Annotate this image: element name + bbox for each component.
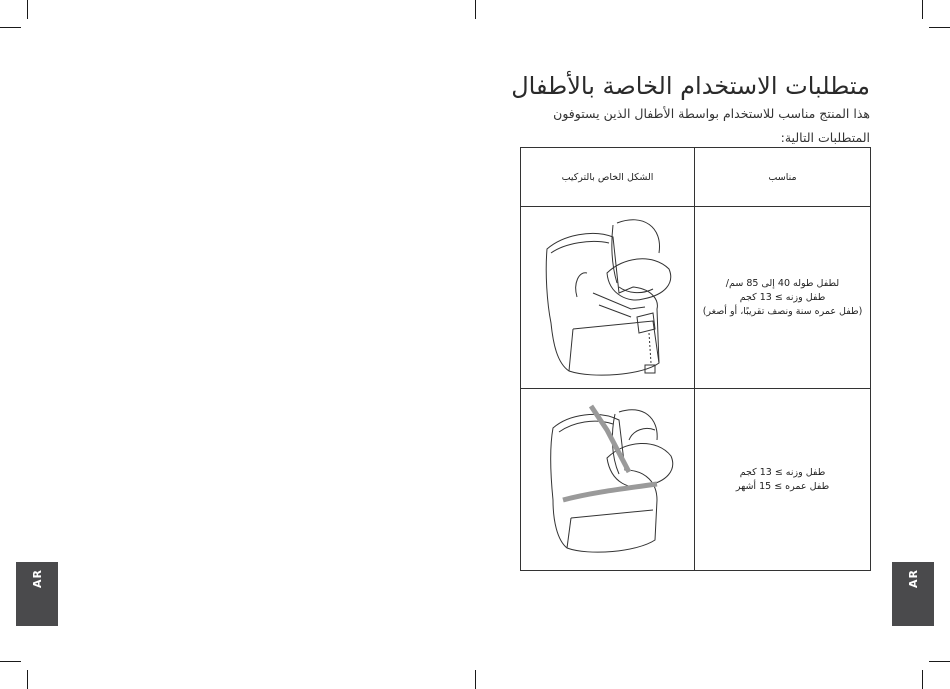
table-row (521, 207, 871, 389)
requirements-table (520, 147, 871, 571)
requirement-line: طفل وزنه ≥ 13 كجم (739, 466, 826, 478)
language-tab-label: AR (906, 569, 920, 588)
crop-mark (922, 0, 923, 19)
installation-image-cell (521, 207, 695, 389)
installation-image-cell (521, 389, 695, 571)
requirement-line: لطفل طوله 40 إلى 85 سم/ (725, 277, 840, 289)
page-title: متطلبات الاستخدام الخاصة بالأطفال (511, 72, 870, 100)
requirement-line: طفل وزنه ≥ 13 كجم (739, 291, 826, 303)
suitable-cell (695, 389, 871, 571)
isofix-base-car-seat-icon (533, 213, 683, 383)
crop-mark (475, 0, 476, 19)
belted-car-seat-icon (533, 400, 683, 560)
header-installation: الشكل الخاص بالتركيب (521, 148, 695, 207)
header-suitable: مناسب (695, 148, 871, 207)
language-tab-left (16, 562, 58, 626)
intro-paragraph: هذا المنتج مناسب للاستخدام بواسطة الأطفال الذين يستوفون المتطلبات التالية: (553, 106, 870, 145)
table-row (521, 389, 871, 571)
crop-mark (929, 661, 950, 662)
language-tab-right (892, 562, 934, 626)
crop-mark (929, 27, 950, 28)
crop-mark (0, 661, 21, 662)
crop-mark (27, 0, 28, 19)
suitable-cell (695, 207, 871, 389)
requirement-line: (طفل عمره سنة ونصف تقريبًا، أو أصغر) (702, 305, 863, 317)
crop-mark (0, 27, 21, 28)
requirement-line: طفل عمره ≥ 15 أشهر (735, 480, 830, 492)
crop-mark (922, 670, 923, 689)
crop-mark (475, 670, 476, 689)
crop-mark (27, 670, 28, 689)
language-tab-label: AR (30, 569, 44, 588)
